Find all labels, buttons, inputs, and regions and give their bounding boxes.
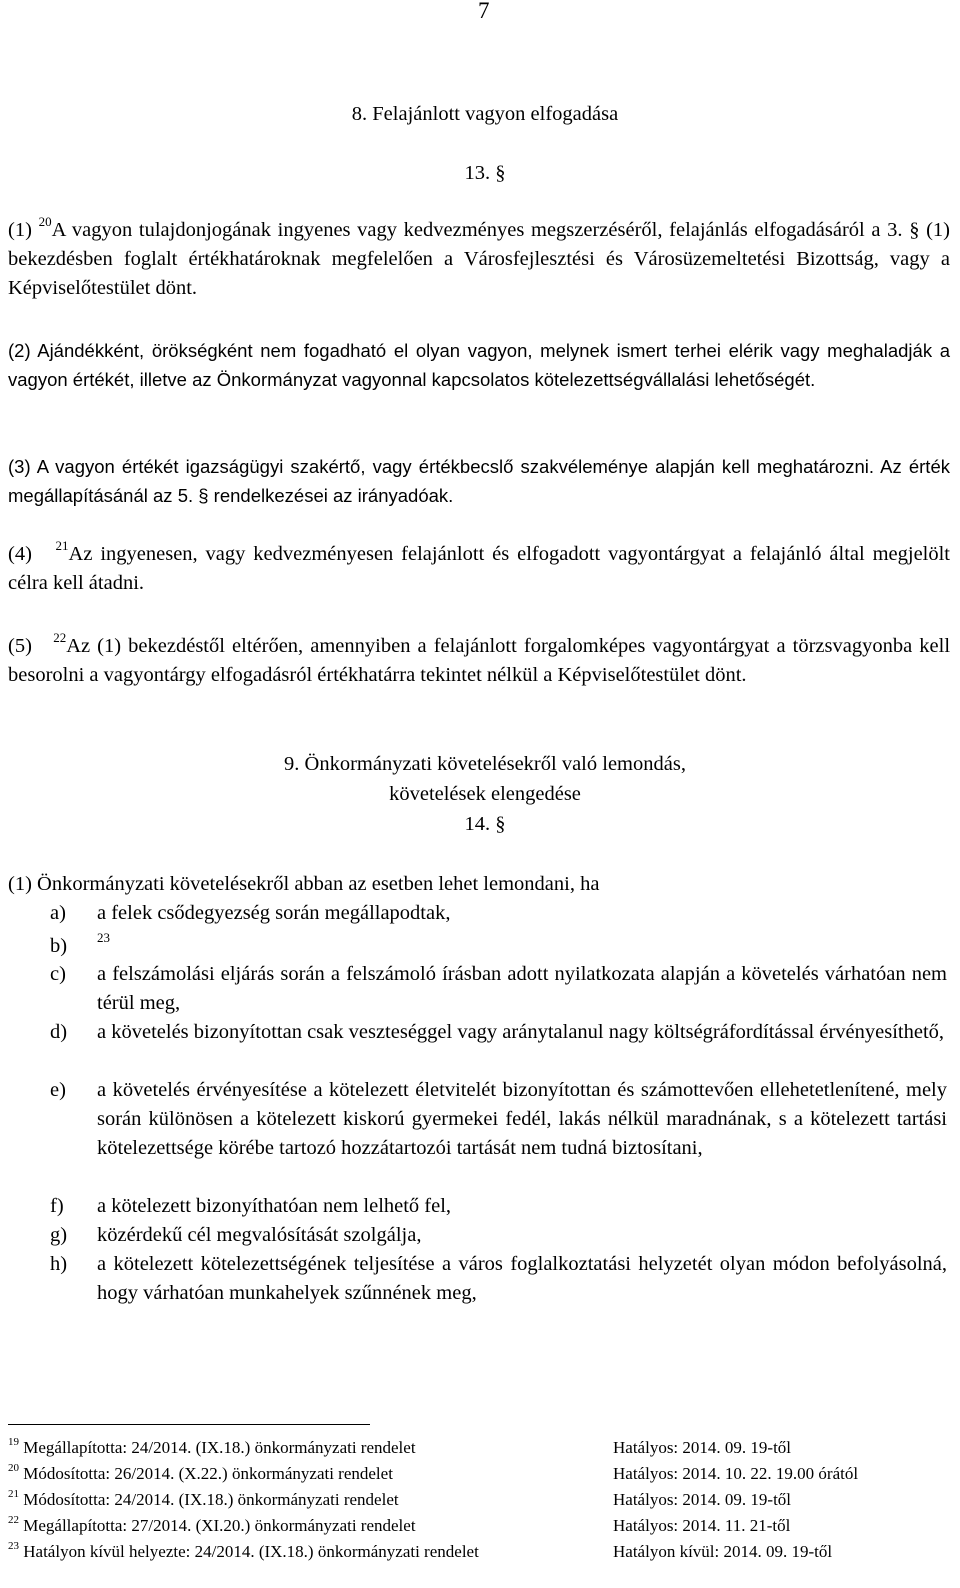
s13-p5-label: (5) <box>8 635 32 657</box>
footnote-number: 20 <box>8 1462 19 1474</box>
list-item-h <box>50 1250 950 1308</box>
list-item-text: a kötelezett kötelezettségének teljesítése a város foglalkoztatási helyzetét olyan módon befolyásolná, hogy várhatóan munkahelyek szűnnének meg, <box>97 1253 947 1304</box>
s13-paragraph-3: (3) A vagyon értékét igazságügyi szakértő, vagy értékbecslő szakvéleménye alapján kell meghatározni. Az érték megállapításánál az 5. § rendelkezései az irányadóak. <box>8 456 950 506</box>
list-item-text: közérdekű cél megvalósítását szolgálja, <box>97 1224 422 1246</box>
footnote-21 <box>8 1488 950 1512</box>
s13-p4-text: Az ingyenesen, vagy kedvezményesen felajánlott és elfogadott vagyontárgyat a felajánló által megjelölt célra kell átadni. <box>8 543 950 594</box>
s14-p1-label: (1) <box>8 873 32 895</box>
footnote-effective-date: Hatályos: 2014. 09. 19-től <box>613 1438 792 1457</box>
footnote-ref-22: 22 <box>53 630 67 645</box>
s14-p1-text: Önkormányzati követelésekről abban az esetben lehet lemondani, ha <box>37 873 600 895</box>
list-item-text: a követelés érvényesítése a kötelezett életvitelét bizonyítottan és számottevően ellehetetlenítené, mely során különösen a kötelezett kiskorú gyermekei fedél, lakás nélkül maradnának, s a kötelezett tartási kötelezettsége körébe tartozó hozzátartozói tartását nem tudná biztosítani, <box>97 1079 947 1159</box>
list-item-f <box>50 1192 950 1221</box>
footnote-number: 23 <box>8 1540 19 1552</box>
footnote-source: Módosította: 26/2014. (X.22.) önkormányzati rendelet <box>23 1464 393 1483</box>
list-item-label: e) <box>50 1079 66 1101</box>
paragraph-13-mark: 13. § <box>464 162 506 184</box>
section-8-title: 8. Felajánlott vagyon elfogadása <box>351 103 619 125</box>
footnote-23 <box>8 1540 950 1564</box>
list-item-label: d) <box>50 1021 68 1043</box>
list-item-c <box>50 960 950 1018</box>
list-item-label: b) <box>50 935 68 957</box>
page-number: 7 <box>478 0 490 23</box>
s14-item-list <box>50 899 950 1319</box>
s13-paragraph-5 <box>8 632 950 690</box>
footnote-source: Módosította: 24/2014. (IX.18.) önkormányzati rendelet <box>23 1490 399 1509</box>
list-item-e <box>50 1076 950 1192</box>
footnote-number: 21 <box>8 1488 19 1500</box>
footnote-20 <box>8 1462 950 1486</box>
list-item-g <box>50 1221 950 1250</box>
section-9-title-line-1: 9. Önkormányzati követelésekről való lemondás, <box>284 753 686 775</box>
s13-paragraph-4 <box>8 540 950 598</box>
list-item-label: a) <box>50 902 66 924</box>
s13-p4-label: (4) <box>8 543 32 565</box>
s14-paragraph-1 <box>8 870 950 899</box>
footnote-ref-20: 20 <box>38 214 52 229</box>
list-item-label: g) <box>50 1224 68 1246</box>
footnote-effective-date: Hatályon kívül: 2014. 09. 19-től <box>613 1542 833 1561</box>
footnote-source: Megállapította: 27/2014. (XI.20.) önkormányzati rendelet <box>23 1516 416 1535</box>
list-item-label: f) <box>50 1195 64 1217</box>
footnote-number: 19 <box>8 1436 19 1448</box>
s13-p5-text: Az (1) bekezdéstől eltérően, amennyiben a felajánlott forgalomképes vagyontárgyat a törzsvagyonba kell besorolni a vagyontárgy elfogadásról értékhatárra tekintet nélkül a Képviselőtestület dönt. <box>8 635 951 686</box>
list-item-a <box>50 899 950 928</box>
list-item-text <box>97 932 947 961</box>
footnote-separator <box>8 1424 370 1425</box>
list-item-label: c) <box>50 963 66 985</box>
s13-paragraph-2: (2) Ajándékként, örökségként nem fogadható el olyan vagyon, melynek ismert terhei elérik vagy meghaladják a vagyon értékét, illetve az Önkormányzat vagyonnal kapcsolatos kötelezettségvállalási lehetőségét. <box>8 340 950 390</box>
list-item-text: a követelés bizonyítottan csak veszteséggel vagy aránytalanul nagy költségráfordítással érvényesíthető, <box>97 1021 945 1043</box>
paragraph-14-mark: 14. § <box>464 813 506 835</box>
list-item-text: a kötelezett bizonyíthatóan nem lelhető fel, <box>97 1195 452 1217</box>
s13-p1-label: (1) <box>8 219 32 241</box>
footnote-source: Hatályon kívül helyezte: 24/2014. (IX.18.) önkormányzati rendelet <box>23 1542 479 1561</box>
footnote-effective-date: Hatályos: 2014. 10. 22. 19.00 órától <box>613 1464 859 1483</box>
footnote-22 <box>8 1514 950 1538</box>
section-9-title-line-2: követelések elengedése <box>389 783 581 805</box>
footnote-source: Megállapította: 24/2014. (IX.18.) önkormányzati rendelet <box>23 1438 416 1457</box>
footnote-19 <box>8 1436 950 1460</box>
list-item-b <box>50 932 950 961</box>
footnote-effective-date: Hatályos: 2014. 09. 19-től <box>613 1490 792 1509</box>
list-item-text: a felszámolási eljárás során a felszámoló írásban adott nyilatkozata alapján a követelés várhatóan nem térül meg, <box>97 963 947 1014</box>
footnote-effective-date: Hatályos: 2014. 11. 21-től <box>613 1516 791 1535</box>
list-item-label: h) <box>50 1253 68 1275</box>
list-item-text: a felek csődegyezség során megállapodtak, <box>97 902 451 924</box>
footnote-ref-23: 23 <box>97 930 110 945</box>
s13-paragraph-1 <box>8 216 950 303</box>
footnote-ref-21: 21 <box>55 538 69 553</box>
footnote-number: 22 <box>8 1514 19 1526</box>
list-item-d <box>50 1018 950 1076</box>
s13-p1-text: A vagyon tulajdonjogának ingyenes vagy kedvezményes megszerzéséről, felajánlás elfogadásáról a 3. § (1) bekezdésben foglalt értékhatároknak megfelelően a Városfejlesztési és Városüzemeltetési Bizottság, vagy a Képviselőtestület dönt. <box>8 219 951 299</box>
